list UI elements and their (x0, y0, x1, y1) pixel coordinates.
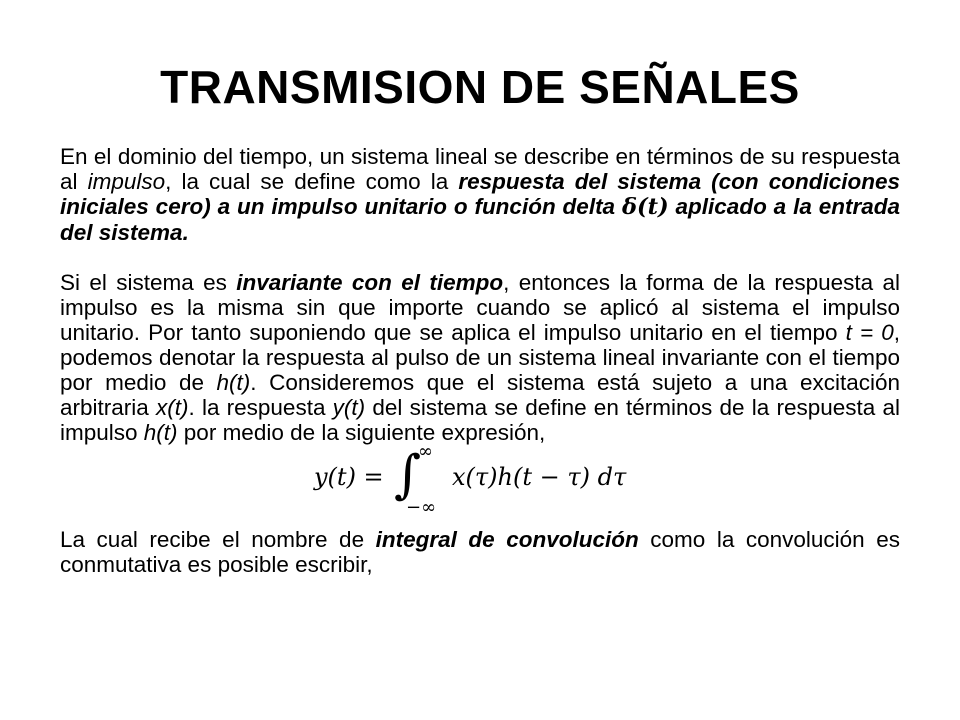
p2-text-7: . Consideremos que el sistema está sujeto a una excitación arbitraria (60, 370, 900, 420)
integral-sign: ∫ (394, 445, 422, 505)
p3-text-1: La cual recibe el nombre de (60, 527, 376, 552)
p2-text-13: por medio de la siguiente expresión, (177, 420, 546, 445)
p1-definition-end: aplicado a la entrada del sistema. (60, 194, 900, 245)
p2-text-1: Si el sistema es (60, 270, 237, 295)
p2-x-t: x(t) (155, 395, 189, 420)
p2-t-zero: t = 0 (845, 320, 894, 345)
paragraph-convolution (60, 527, 900, 577)
slide-title: TRANSMISION DE SEÑALES (160, 61, 800, 113)
p2-h-t: h(t) (216, 370, 251, 395)
integral-lower-limit: −∞ (406, 497, 437, 518)
equation-lhs: y(t) = (314, 463, 384, 491)
paragraph-impulse-response (60, 144, 900, 245)
p2-text-5: , podemos denotar la respuesta al pulso de un sistema lineal invariante con el tiempo por medio de (60, 320, 900, 395)
p1-impulso: impulso (87, 169, 166, 194)
p3-text-3: como la convolución es conmutativa es posible escribir, (60, 527, 900, 577)
p1-text-1: En el dominio del tiempo, un sistema lineal se describe en términos de su respuesta al (60, 144, 900, 194)
p1-definition: respuesta del sistema (con condiciones iniciales cero) a un impulso unitario o función delta (60, 169, 901, 219)
p3-integral-convolucion: integral de convolución (375, 527, 639, 552)
p1-delta-function: δ(t) (621, 194, 669, 220)
p2-text-3: , entonces la forma de la respuesta al impulso es la misma sin que importe cuando se aplicó al sistema el impulso unitario. Por tanto suponiendo que se aplica el impulso unitario en el tiempo (60, 270, 901, 345)
equation-rhs: x(τ)h(t − τ) dτ (452, 463, 627, 491)
p1-text-3: , la cual se define como la (165, 169, 459, 194)
integral-upper-limit: ∞ (418, 441, 433, 462)
p2-text-9: . la respuesta (188, 395, 333, 420)
paragraph-time-invariance (60, 270, 900, 445)
p2-h-t-2: h(t) (143, 420, 178, 445)
convolution-equation (60, 441, 900, 519)
p2-y-t: y(t) (332, 395, 366, 420)
p2-text-11: del sistema se define en términos de la respuesta al impulso (60, 395, 900, 445)
p2-invariante: invariante con el tiempo (236, 270, 504, 295)
slide-body (60, 144, 900, 577)
